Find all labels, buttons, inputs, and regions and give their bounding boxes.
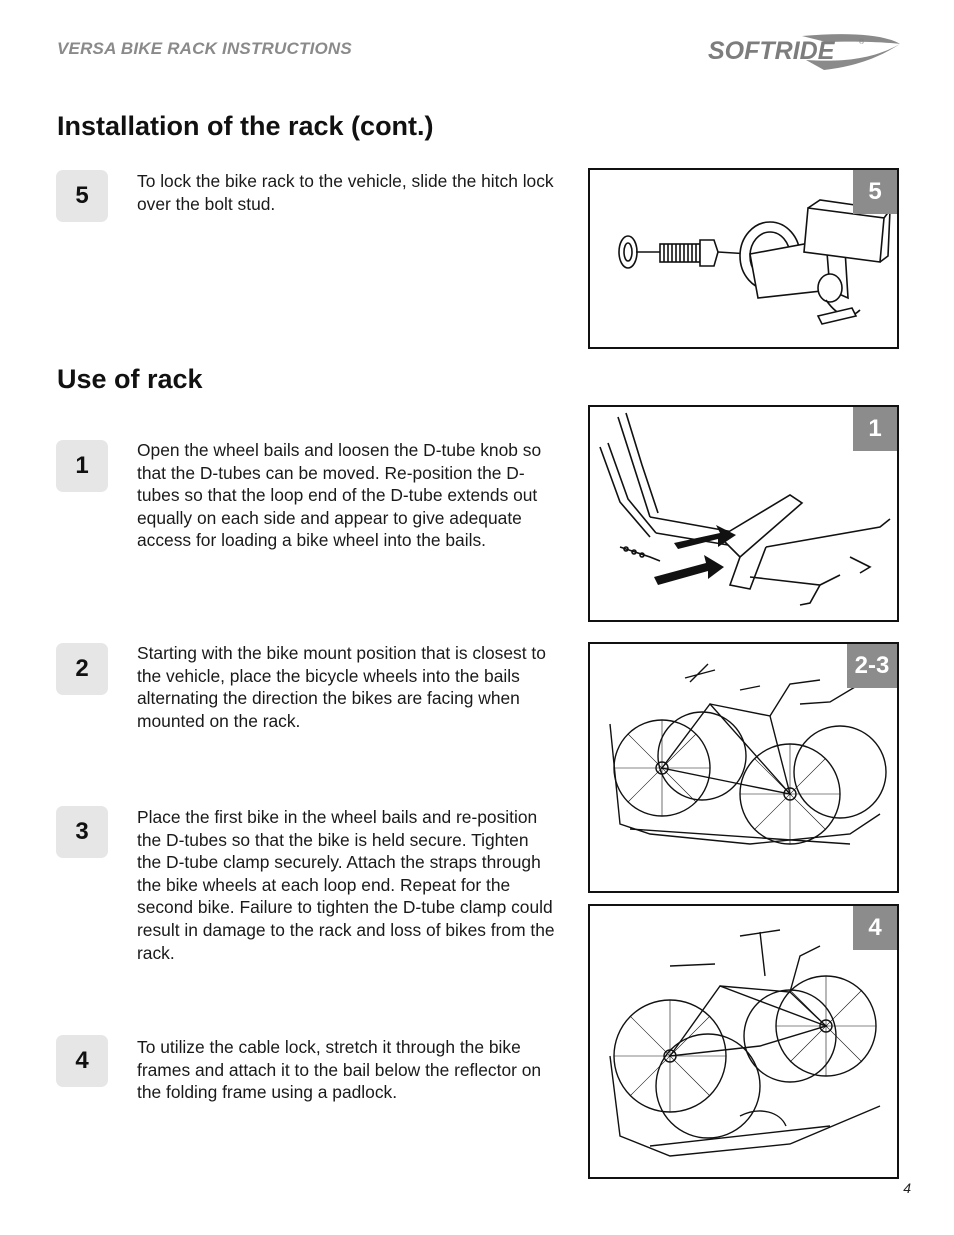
step-badge: 4 (56, 1035, 108, 1087)
cable-lock-figure (588, 904, 899, 1179)
step-text: To lock the bike rack to the vehicle, slide the hitch lock over the bolt stud. (137, 171, 554, 214)
use-of-rack-heading: Use of rack (57, 364, 203, 394)
step-badge: 5 (56, 170, 108, 222)
hitch-lock-figure (588, 168, 899, 349)
figure-step-label: 2-3 (847, 644, 897, 688)
step-text: To utilize the cable lock, stretch it through the bike frames and attach it to the bail below the reflector on the folding frame using a padlock. (137, 1037, 542, 1103)
figure-step-label: 1 (853, 407, 897, 451)
bikes-loaded-figure (588, 642, 899, 893)
step-badge: 2 (56, 643, 108, 695)
rack-open-bails-illustration (590, 407, 897, 620)
installation-heading: Installation of the rack (cont.) (57, 111, 434, 141)
rack-open-bails-figure (588, 405, 899, 622)
figure-step-label: 5 (853, 170, 897, 214)
softride-logo (706, 30, 902, 74)
step-badge: 3 (56, 806, 108, 858)
step-text: Starting with the bike mount position that is closest to the vehicle, place the bicycle wheels into the bails alternating the direction the bikes are facing when mounted on the rack. (137, 643, 546, 731)
hitch-lock-illustration (590, 170, 897, 347)
logo-wordmark: SOFTRIDE (708, 37, 835, 65)
step-text: Place the first bike in the wheel bails and re-position the D-tubes so that the bike is held secure. Tighten the D-tube clamp securely. Attach the straps through the bike wheels at each loop end. Repeat for the second bike. Failure to tighten the D-tube clamp could result in damage to the rack and loss of bikes from the rack. (137, 807, 555, 963)
cable-lock-illustration (590, 906, 897, 1177)
page-number: 4 (903, 1180, 911, 1196)
document-header-title: VERSA BIKE RACK INSTRUCTIONS (57, 39, 352, 58)
step-text: Open the wheel bails and loosen the D-tube knob so that the D-tubes can be moved. Re-position the D-tubes so that the loop end of the D-tube extends out equally on each side and appear to give adequate access for loading a bike wheel into the bails. (137, 440, 542, 551)
logo-registered-mark: ® (859, 39, 865, 46)
step-badge: 1 (56, 440, 108, 492)
figure-step-label: 4 (853, 906, 897, 950)
